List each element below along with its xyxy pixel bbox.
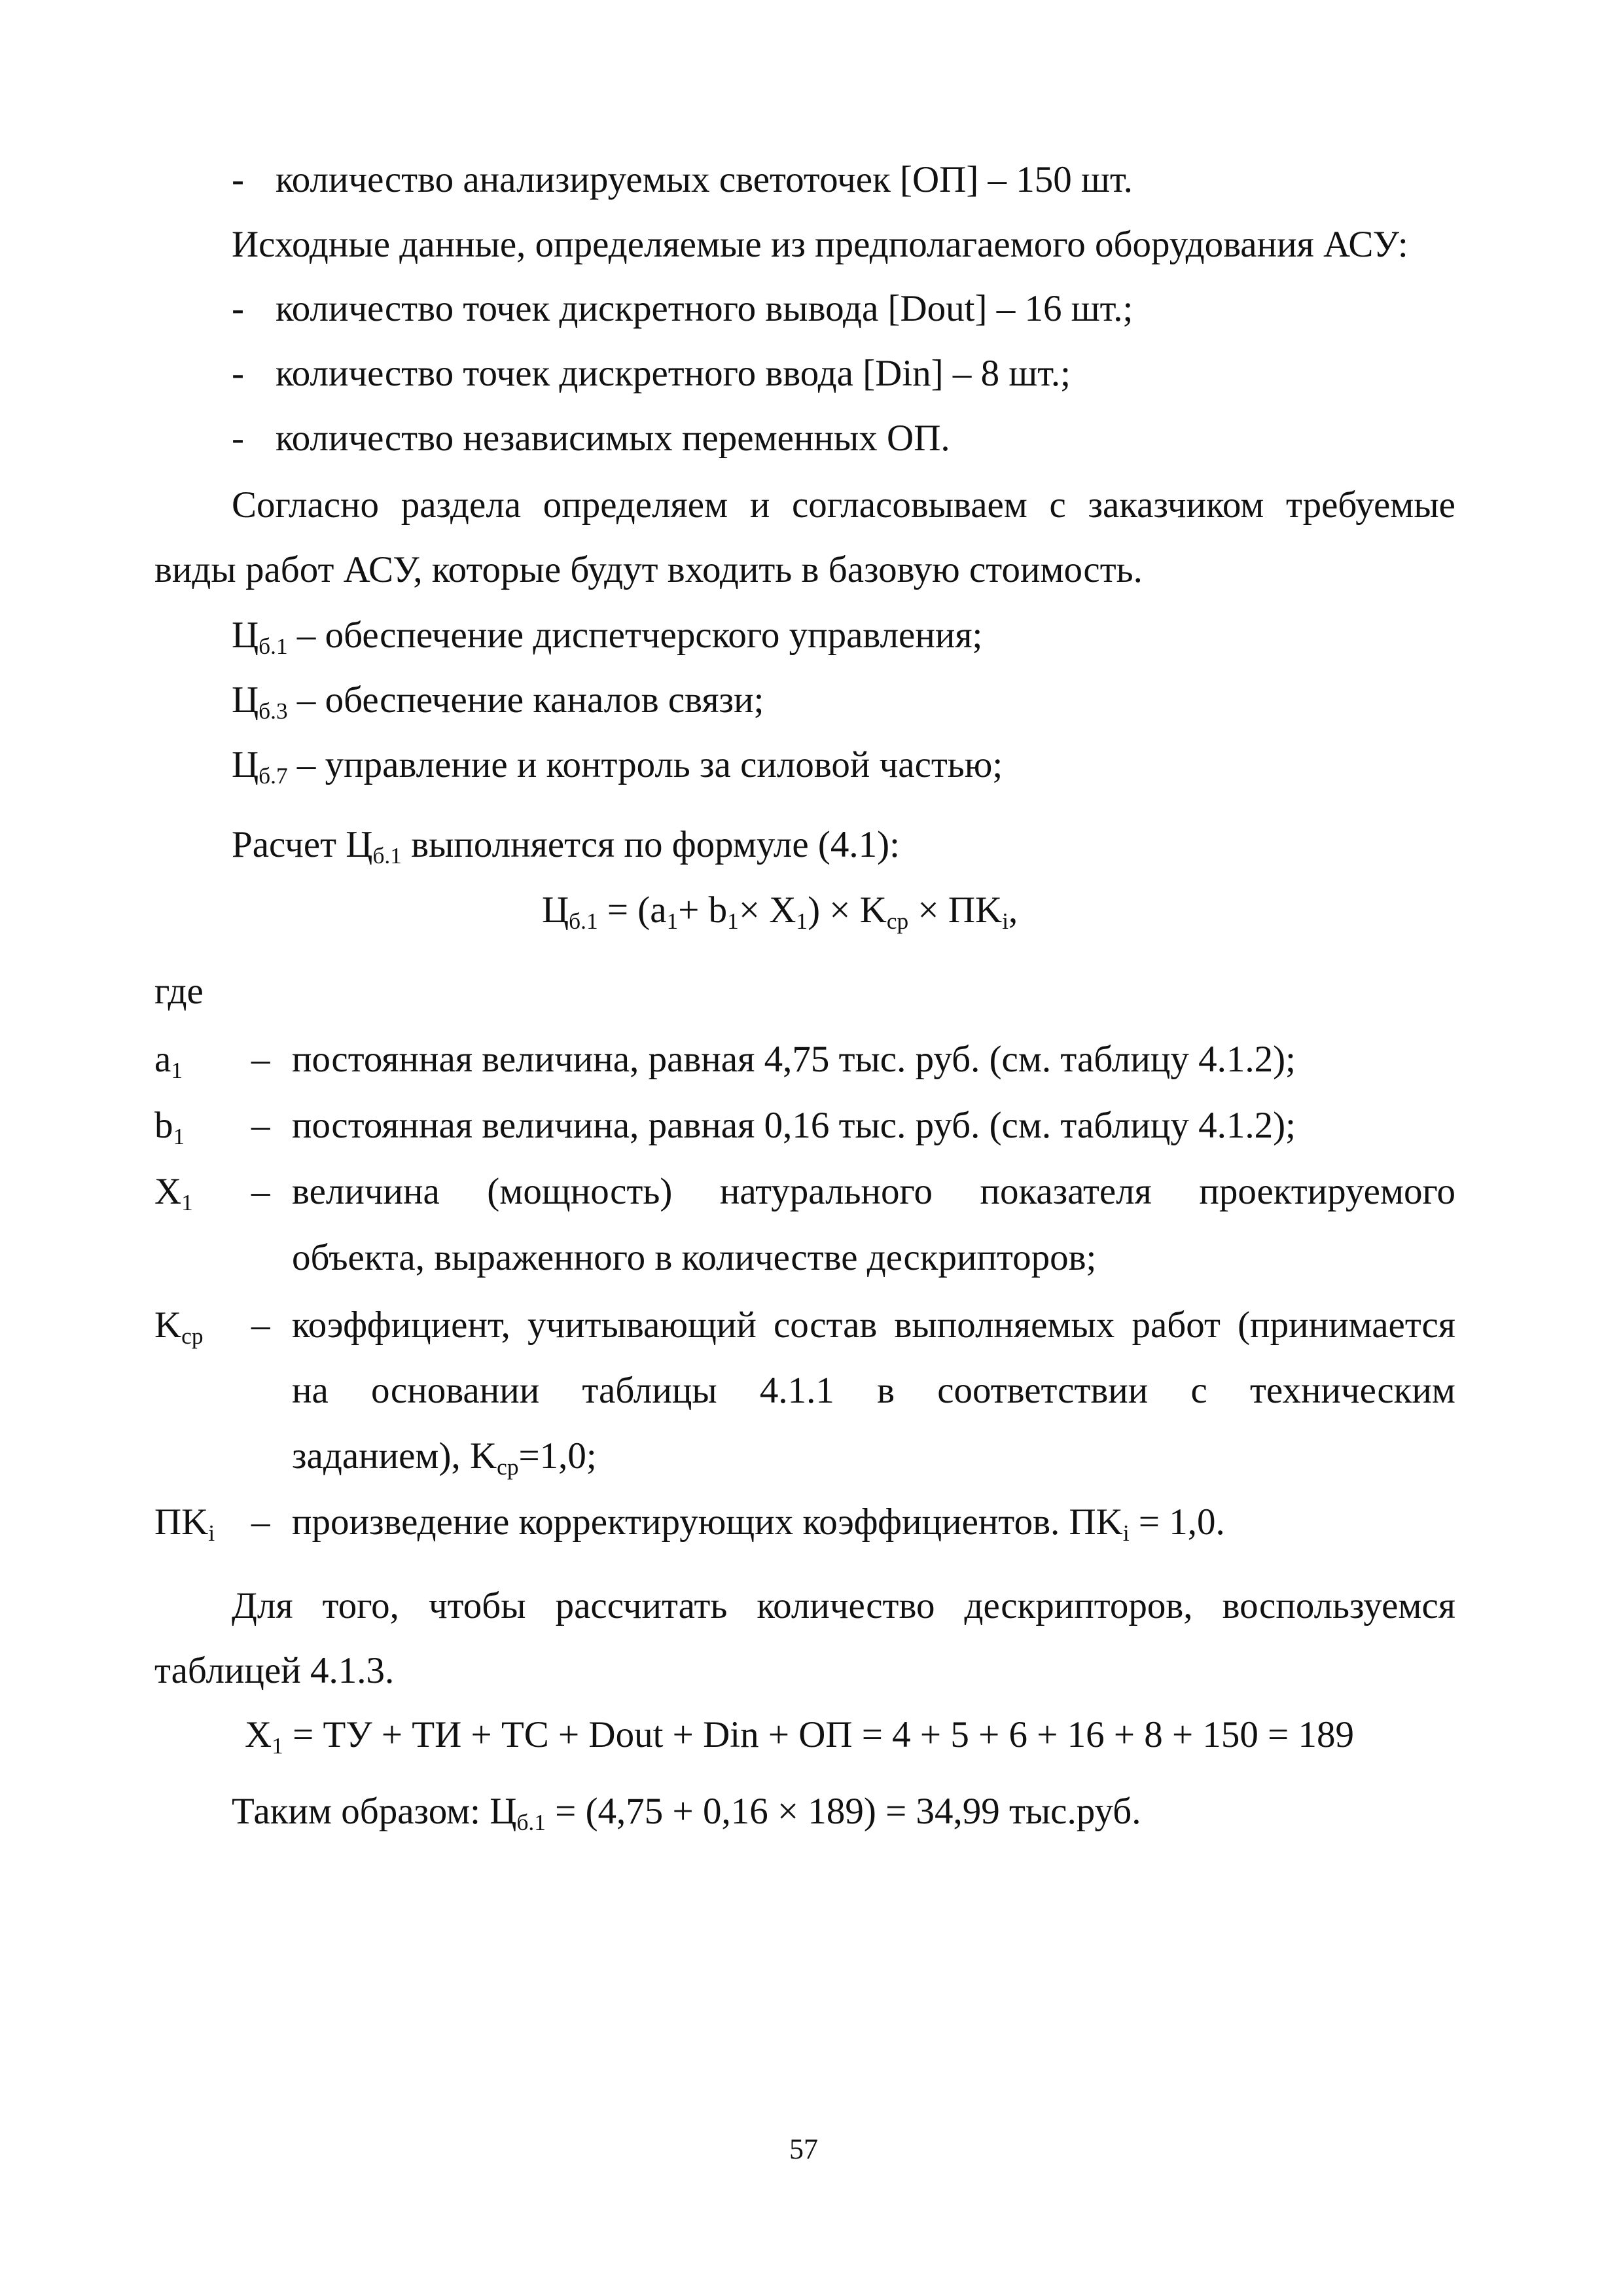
word: натурального — [719, 1171, 933, 1212]
word: основании — [371, 1370, 540, 1411]
def-text-kcp-line3: заданием), Kср=1,0; — [292, 1435, 597, 1480]
def-text-a1: постоянная величина, равная 4,75 тыс. руб. (см. таблицу 4.1.2); — [292, 1039, 1296, 1080]
word: проектируемого — [1199, 1171, 1455, 1212]
word: показателя — [980, 1171, 1152, 1212]
word: состав — [774, 1304, 878, 1346]
bullet-text: количество независимых переменных ОП. — [275, 418, 950, 459]
descriptor-paragraph-line1 — [232, 1587, 1455, 1624]
bullet-marker: - — [232, 159, 244, 200]
work-type-dispatch: Цб.1 – обеспечение диспетчерского управления; — [232, 615, 983, 659]
bullet-light-points — [232, 161, 1133, 198]
word: того, — [322, 1585, 399, 1626]
def-symbol-a1: a1 — [154, 1039, 183, 1083]
bullet-dout — [232, 290, 1133, 327]
bullet-marker: - — [232, 353, 244, 394]
word: 4.1.1 — [759, 1370, 834, 1411]
word: Согласно — [232, 484, 380, 526]
bullet-text: количество анализируемых светоточек [ОП] – 150 шт. — [275, 159, 1133, 200]
word: заказчиком — [1088, 484, 1264, 526]
bullet-marker: - — [232, 418, 244, 459]
descriptor-paragraph-line2: таблицей 4.1.3. — [154, 1650, 395, 1691]
def-text-x1-line2: объекта, выраженного в количестве дескрипторов; — [292, 1237, 1097, 1278]
word: рассчитать — [555, 1585, 728, 1626]
word: таблицы — [582, 1370, 717, 1411]
bullet-marker: - — [232, 288, 244, 329]
def-symbol-x1: X1 — [154, 1171, 193, 1215]
x1-equation: X1 = ТУ + ТИ + ТС + Dout + Din + ОП = 4 + 5 + 6 + 16 + 8 + 150 = 189 — [245, 1714, 1355, 1759]
calc-intro: Расчет Цб.1 выполняется по формуле (4.1): — [232, 824, 900, 869]
def-dash: – — [251, 1039, 270, 1080]
word: работ — [1132, 1304, 1221, 1346]
word: дескрипторов, — [964, 1585, 1193, 1626]
def-text-kcp-line1 — [292, 1306, 1455, 1344]
word: в — [877, 1370, 895, 1411]
word: количество — [757, 1585, 935, 1626]
word: (принимается — [1238, 1304, 1455, 1346]
def-dash: – — [251, 1105, 270, 1146]
def-dash: – — [251, 1304, 270, 1346]
word: (мощность) — [487, 1171, 673, 1212]
word: определяем — [543, 484, 728, 526]
word: техническим — [1250, 1370, 1455, 1411]
word: воспользуемся — [1222, 1585, 1455, 1626]
page-number: 57 — [789, 2133, 818, 2165]
bullet-variables — [232, 420, 950, 457]
word: учитывающий — [527, 1304, 757, 1346]
word: чтобы — [428, 1585, 526, 1626]
word: с — [1049, 484, 1066, 526]
def-text-x1-line1 — [292, 1173, 1455, 1210]
bullet-din — [232, 355, 1071, 392]
bullet-text: количество точек дискретного вывода [Dout] – 16 шт.; — [275, 288, 1133, 329]
formula-4-1: Цб.1 = (a1+ b1× X1) × Kср × ПKi, — [542, 889, 1018, 934]
word: и — [749, 484, 770, 526]
bullet-text: количество точек дискретного ввода [Din] – 8 шт.; — [275, 353, 1071, 394]
word: величина — [292, 1171, 440, 1212]
result-line: Таким образом: Цб.1 = (4,75 + 0,16 × 189) = 34,99 тыс.руб. — [232, 1791, 1141, 1835]
def-symbol-kcp: Kср — [154, 1304, 204, 1349]
word: раздела — [401, 484, 522, 526]
def-dash: – — [251, 1171, 270, 1212]
def-dash: – — [251, 1501, 270, 1543]
def-text-b1: постоянная величина, равная 0,16 тыс. руб. (см. таблицу 4.1.2); — [292, 1105, 1296, 1146]
word: выполняемых — [894, 1304, 1115, 1346]
word: с — [1190, 1370, 1207, 1411]
work-type-channels: Цб.3 – обеспечение каналов связи; — [232, 679, 764, 724]
word: требуемые — [1285, 484, 1455, 526]
word: коэффициент, — [292, 1304, 510, 1346]
word: Для — [232, 1585, 293, 1626]
def-symbol-b1: b1 — [154, 1105, 185, 1149]
def-text-kcp-line2 — [292, 1372, 1455, 1409]
def-text-pki: произведение корректирующих коэффициентов. ПKi = 1,0. — [292, 1501, 1225, 1546]
word: согласовываем — [792, 484, 1027, 526]
initial-data-heading: Исходные данные, определяемые из предполагаемого оборудования АСУ: — [232, 224, 1408, 265]
section-paragraph-line1 — [232, 486, 1455, 524]
word: на — [292, 1370, 329, 1411]
word: соответствии — [937, 1370, 1149, 1411]
def-symbol-pki: ПKi — [154, 1501, 215, 1546]
where-label: где — [154, 971, 204, 1012]
section-paragraph-line2: виды работ АСУ, которые будут входить в базовую стоимость. — [154, 549, 1143, 590]
work-type-power: Цб.7 – управление и контроль за силовой частью; — [232, 744, 1003, 789]
